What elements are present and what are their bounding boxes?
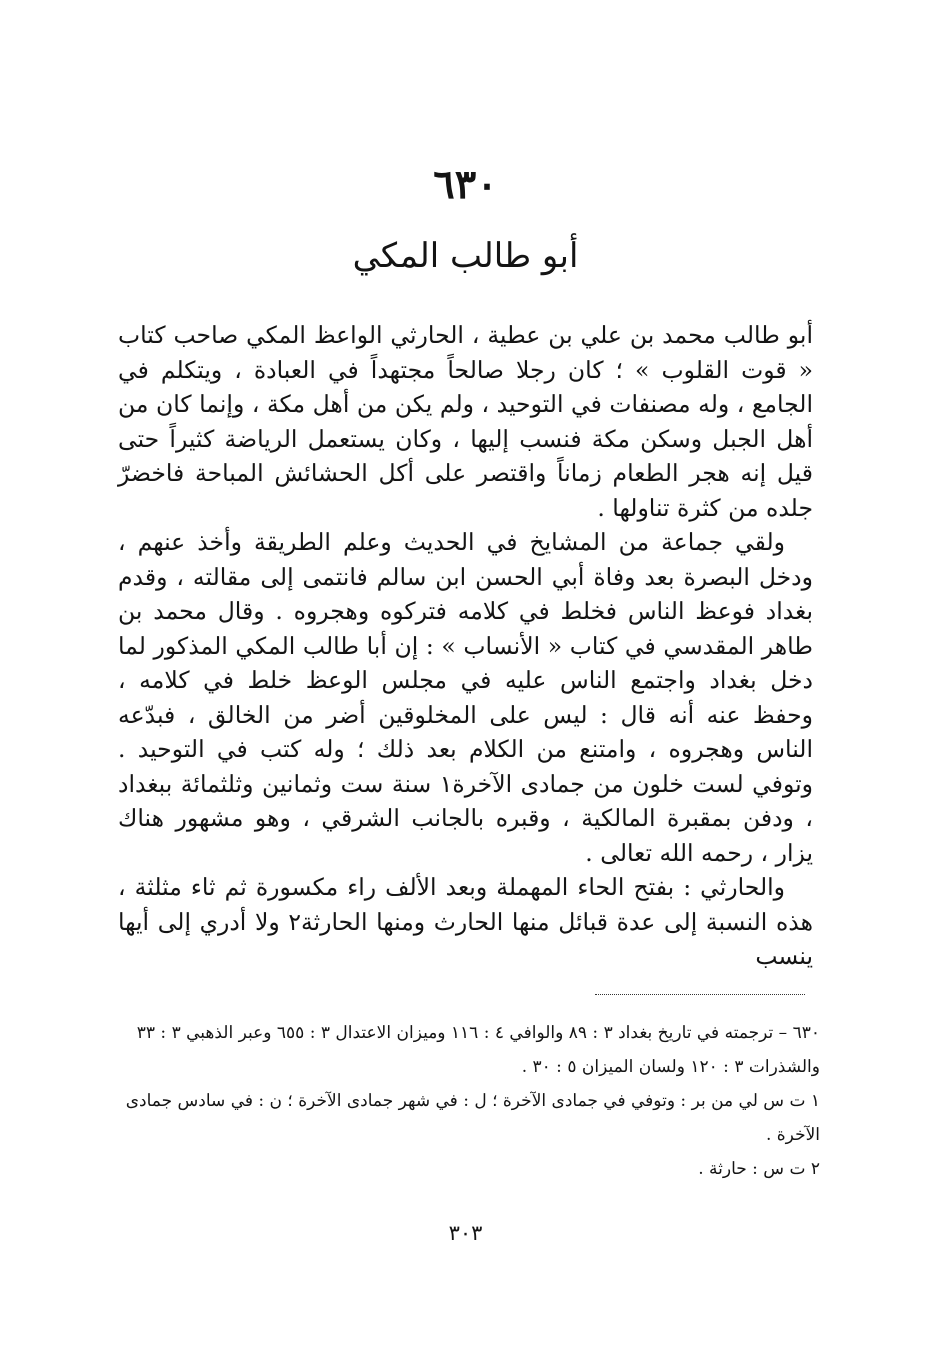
footnote: ٢ ت س : حارثة .	[698, 1159, 820, 1179]
paragraph: والحارثي : بفتح الحاء المهملة وبعد الألف راء مكسورة ثم ثاء مثلثة ، هذه النسبة إلى عدة قبائل منها الحارث ومنها الحارثة٢ ولا أدري إلى أيها ينسب	[118, 873, 813, 970]
paragraph: ولقي جماعة من المشايخ في الحديث وعلم الطريقة وأخذ عنهم ، ودخل البصرة بعد وفاة أبي الحسن ابن سالم فانتمى إلى مقالته ، وقدم بغداد فوعظ الناس فخلط في كلامه فتركوه وهجروه . وقال محمد بن طاهر المقدسي في كتاب « الأنساب » : إن أبا طالب المكي المذكور لما دخل بغداد واجتمع الناس عليه في مجلس الوعظ خلط في كلامه ، وحفظ عنه أنه قال : ليس على المخلوقين أضر من الخالق ، فبدّعه الناس وهجروه ، وامتنع من الكلام بعد ذلك ؛ وله كتب في التوحيد . وتوفي لست خلون من جمادى الآخرة١ سنة ست وثمانين وثلثمائة ببغداد ، ودفن بمقبرة المالكية ، وقبره بالجانب الشرقي ، وهو مشهور هناك يزار ، رحمه الله تعالى .	[118, 528, 813, 867]
entry-number: ٦٣٠	[433, 161, 498, 208]
paragraph: أبو طالب محمد بن علي بن عطية ، الحارثي الواعظ المكي صاحب كتاب « قوت القلوب » ؛ كان رجلا صالحاً مجتهداً في العبادة ، ويتكلم في الجامع ، وله مصنفات في التوحيد ، ولم يكن من أهل مكة ، وإنما كان من أهل الجبل وسكن مكة فنسب إليها ، وكان يستعمل الرياضة كثيراً حتى قيل إنه هجر الطعام زماناً واقتصر على أكل الحشائش المباحة فاخضرّ جلده من كثرة تناولها .	[118, 321, 813, 522]
footnote: ٦٣٠ – ترجمته في تاريخ بغداد ٣ : ٨٩ والوافي ٤ : ١١٦ وميزان الاعتدال ٣ : ٦٥٥ وعبر الذهبي ٣ : ٣٣ والشذرات ٣ : ١٢٠ ولسان الميزان ٥ : ٣٠ .	[136, 1023, 820, 1077]
entry-title: أبو طالب المكي	[352, 236, 579, 276]
body-text	[118, 318, 813, 974]
footnote: ١ ت س لي من بر : وتوفي في جمادى الآخرة ؛ ل : في شهر جمادى الآخرة ؛ ن : في سادس جمادى الآخرة .	[125, 1091, 820, 1145]
footnote-separator	[595, 994, 805, 995]
page-number: ٣٠٣	[448, 1221, 483, 1245]
footnotes	[108, 1016, 820, 1186]
